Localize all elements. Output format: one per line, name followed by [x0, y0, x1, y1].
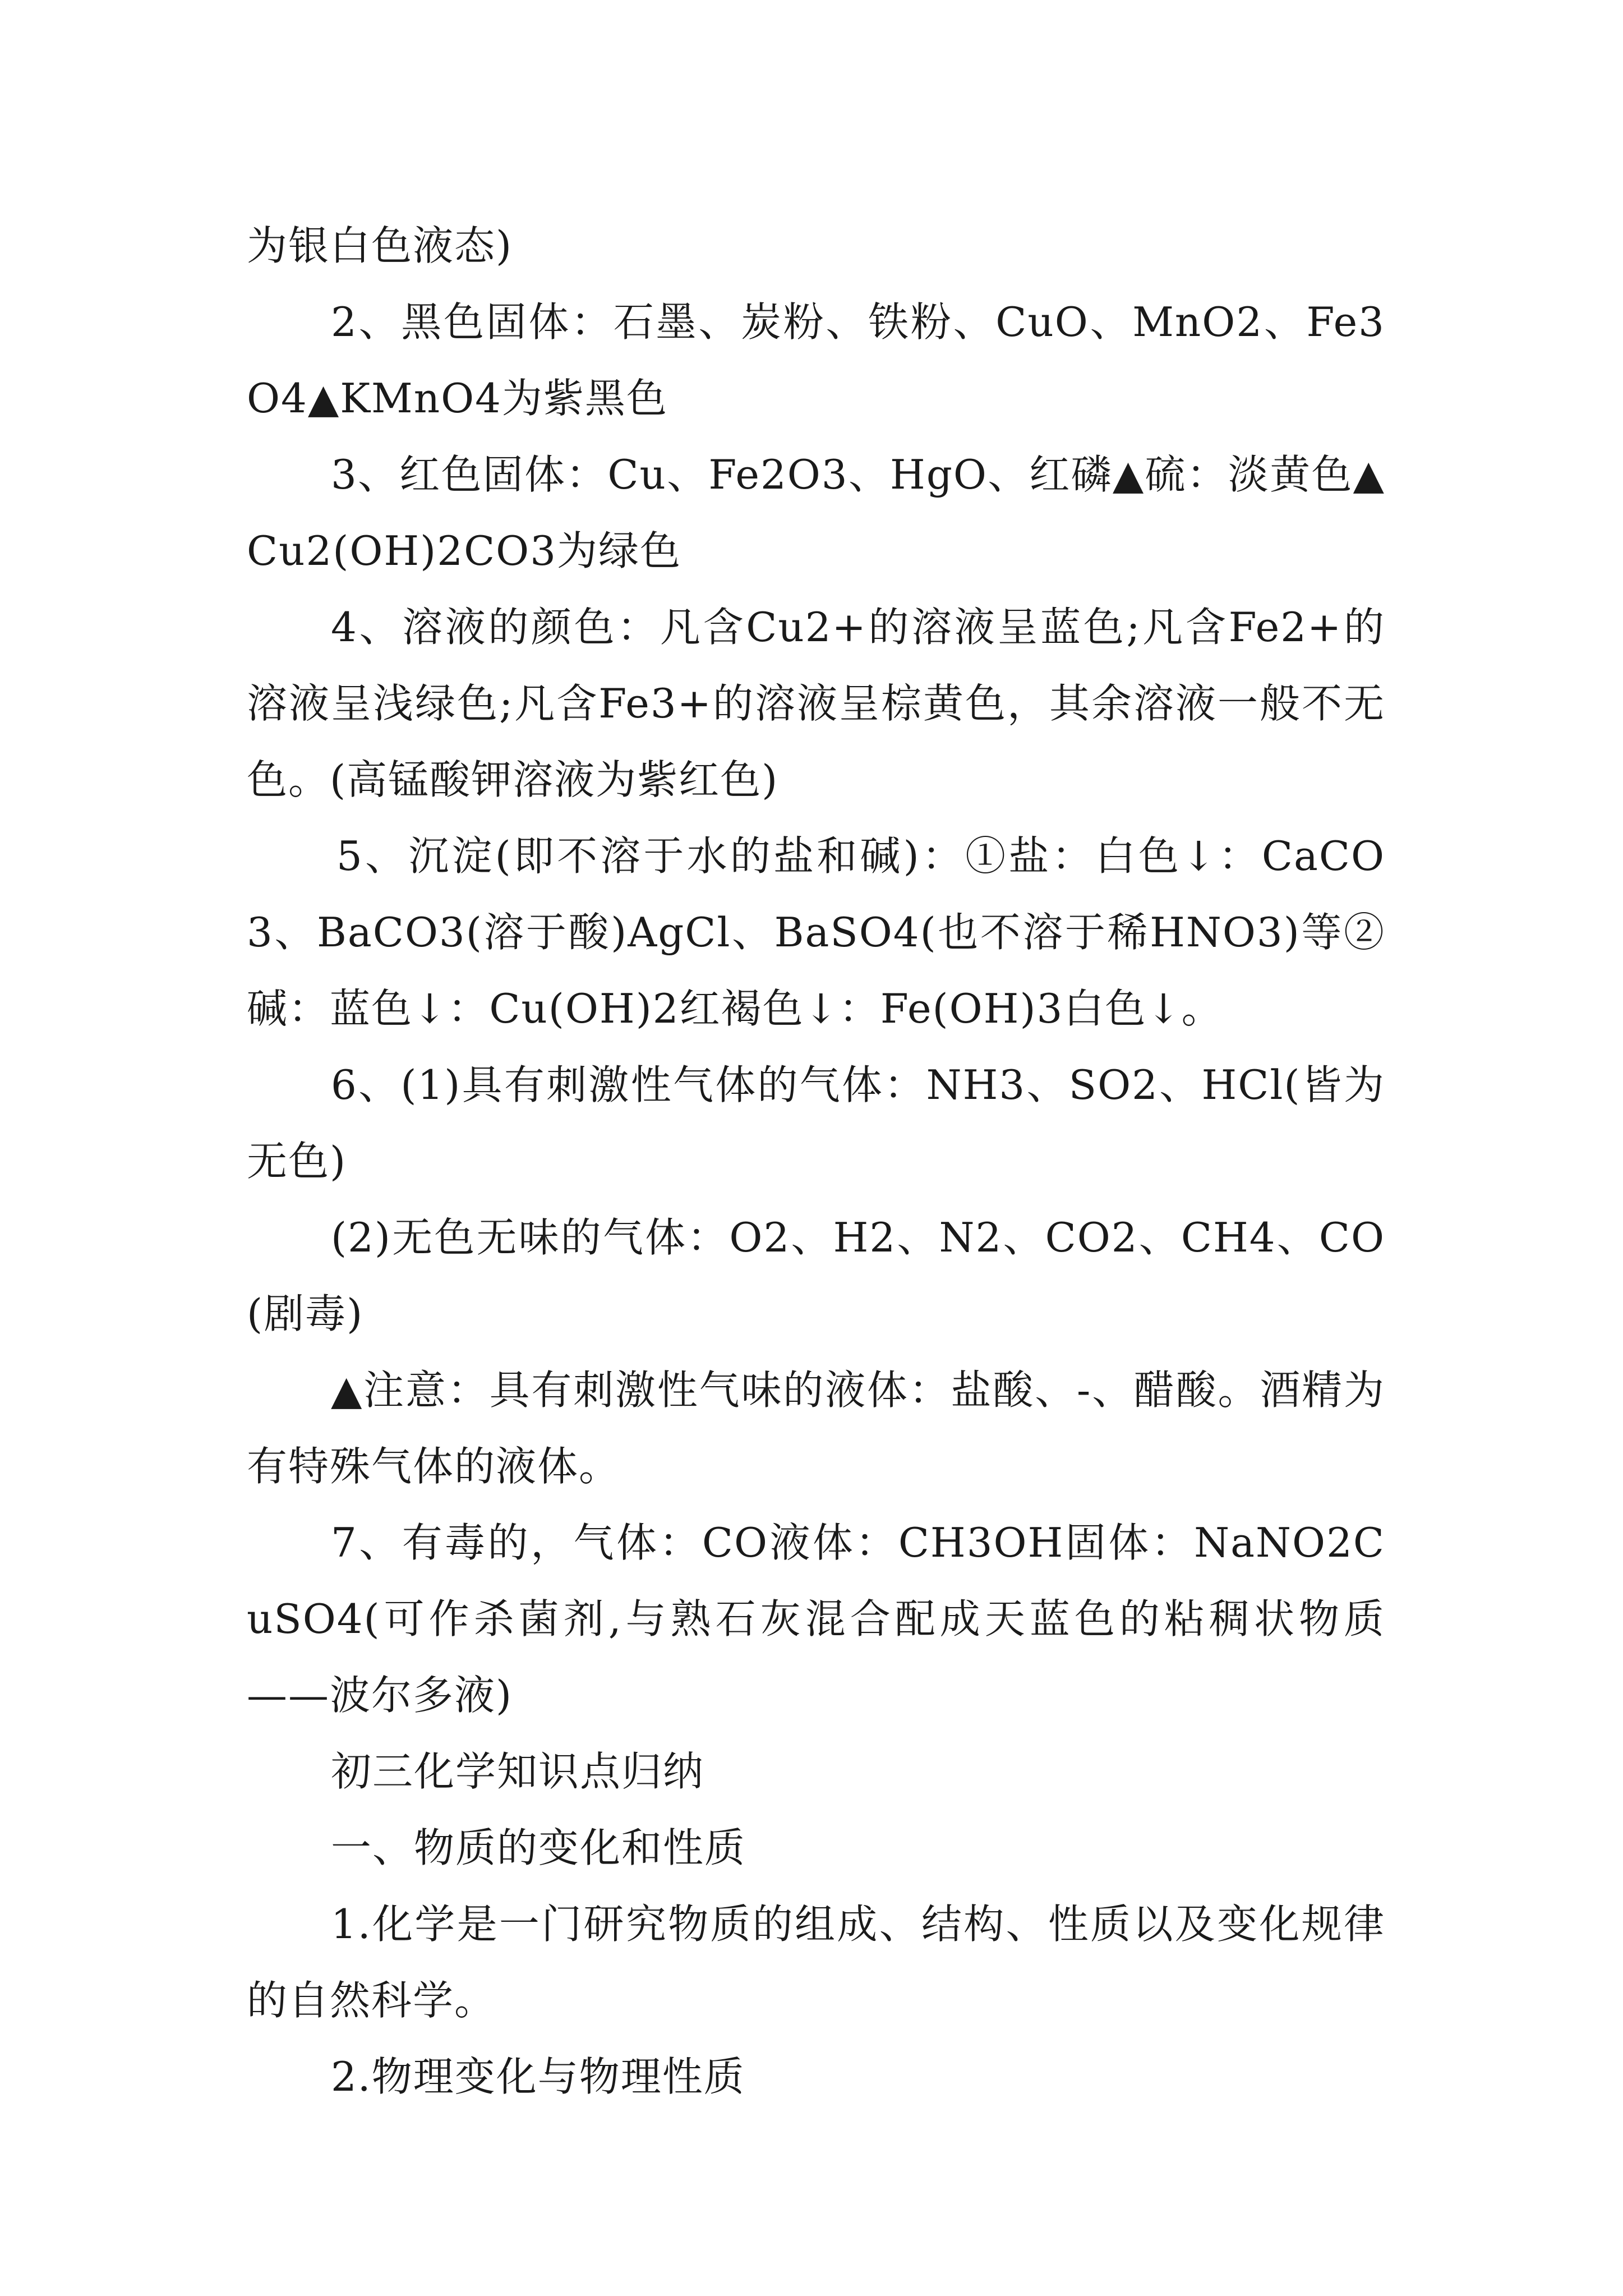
paragraph-4: 4、溶液的颜色：凡含Cu2+的溶液呈蓝色;凡含Fe2+的溶液呈浅绿色;凡含Fe3+的溶液呈棕黄色，其余溶液一般不无色。(高锰酸钾溶液为紫红色)	[247, 604, 1385, 803]
paragraph-1: 为银白色液态)	[247, 222, 513, 269]
paragraph-10: 1.化学是一门研究物质的组成、结构、性质以及变化规律的自然科学。	[247, 1901, 1385, 2024]
paragraph-2: 2、黑色固体：石墨、炭粉、铁粉、CuO、MnO2、Fe3O4▲KMnO4为紫黑色	[247, 298, 1385, 422]
paragraph-7: (2)无色无味的气体：O2、H2、N2、CO2、CH4、CO(剧毒)	[247, 1214, 1385, 1337]
section-title: 初三化学知识点归纳	[331, 1748, 705, 1795]
document-body	[247, 208, 1385, 2115]
paragraph-8: ▲注意：具有刺激性气味的液体：盐酸、-、醋酸。酒精为有特殊气体的液体。	[247, 1366, 1385, 1490]
paragraph-9: 7、有毒的，气体：CO液体：CH3OH固体：NaNO2CuSO4(可作杀菌剂,与熟石灰混合配成天蓝色的粘稠状物质——波尔多液)	[247, 1519, 1385, 1719]
section-heading-1: 一、物质的变化和性质	[331, 1824, 746, 1871]
paragraph-3: 3、红色固体：Cu、Fe2O3、HgO、红磷▲硫：淡黄色▲Cu2(OH)2CO3为绿色	[247, 451, 1385, 574]
paragraph-6: 6、(1)具有刺激性气体的气体：NH3、SO2、HCl(皆为无色)	[247, 1061, 1385, 1185]
paragraph-5: 5、沉淀(即不溶于水的盐和碱)：①盐：白色↓：CaCO3、BaCO3(溶于酸)AgCl、BaSO4(也不溶于稀HNO3)等②碱：蓝色↓：Cu(OH)2红褐色↓：Fe(OH)3白色↓。	[247, 832, 1385, 1032]
paragraph-11: 2.物理变化与物理性质	[331, 2053, 745, 2100]
